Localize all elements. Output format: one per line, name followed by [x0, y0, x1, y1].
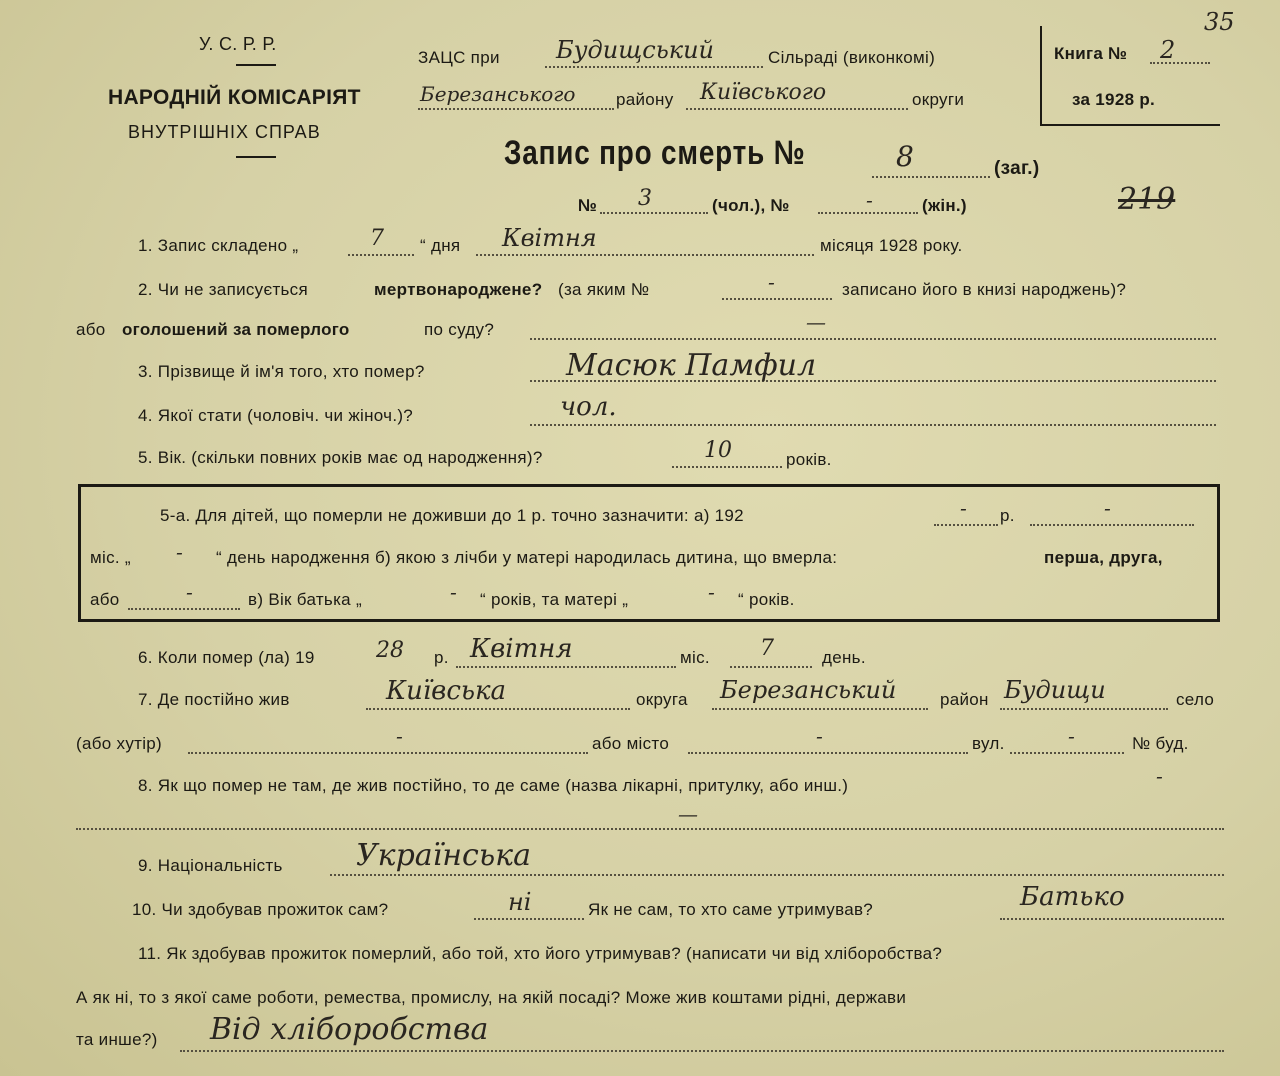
fill-line — [76, 828, 1224, 830]
q7-prefix: 7. Де постійно жив — [138, 690, 290, 709]
q8-value2: — — [678, 802, 698, 826]
q6-year: 28 — [376, 638, 404, 663]
fill-line — [476, 254, 814, 256]
record-number: 8 — [896, 140, 914, 173]
fill-line — [188, 752, 588, 754]
q2-suffix: записано його в книзі народжень)? — [842, 280, 1127, 299]
q2-value: - — [768, 270, 775, 294]
q5a-line2-bold: перша, друга, — [1044, 548, 1163, 567]
q10-mid: Як не сам, то хто саме утримував? — [588, 900, 874, 919]
fill-line — [712, 708, 928, 710]
fill-line — [1150, 62, 1210, 64]
district-label: району — [616, 90, 674, 109]
q1-prefix: 1. Запис складено „ — [138, 236, 299, 255]
fill-line — [545, 66, 763, 68]
q8-label: 8. Як що помер не там, де жив постійно, то де саме (назва лікарні, притулку, або инш.) — [138, 776, 849, 795]
fill-line — [180, 1050, 1224, 1052]
q2-bold2: оголошений за померлого — [122, 320, 350, 339]
book-box — [1040, 26, 1220, 126]
female-label: (жін.) — [922, 196, 967, 215]
fill-line — [474, 918, 584, 920]
q2-line2-mid: по суду? — [424, 320, 495, 339]
q11-line2: А як ні, то з якої саме роботи, ремества, промислу, на якій посаді? Може жив коштами рідні, держави — [76, 988, 907, 1007]
fill-line — [530, 424, 1216, 426]
q7-line2-vul: вул. — [972, 734, 1005, 753]
q7-line2-v2: - — [816, 724, 823, 748]
q6-month: Квітня — [470, 634, 573, 664]
q2-bold1: мертвонароджене? — [374, 280, 543, 299]
q10-prefix: 10. Чи здобував прожиток сам? — [132, 900, 389, 919]
fill-line — [348, 254, 414, 256]
fill-line — [530, 338, 1216, 340]
q5a-line3-mid2: “ років, та матері „ — [480, 590, 629, 609]
q9-value: Українська — [356, 838, 531, 873]
q11-line1: 11. Як здобував прожиток померлий, або той, хто його утримував? (написати чи від хліборобства? — [138, 944, 943, 963]
q6-r: р. — [434, 648, 449, 667]
divider — [236, 64, 276, 66]
zags-prefix: ЗАЦС при — [418, 48, 500, 67]
q10-value2: Батько — [1020, 882, 1125, 912]
q11-value: Від хліборобства — [210, 1012, 489, 1047]
country-label: У. С. Р. Р. — [199, 34, 277, 54]
q5a-line2-mid: “ день народження б) якою з лічби у матері народилась дитина, що вмерла: — [216, 548, 838, 567]
fill-line — [418, 108, 614, 110]
q5a-line1: 5-а. Для дітей, що померли не доживши до 1 р. точно зазначити: а) 192 — [160, 506, 744, 525]
q6-suffix: день. — [822, 648, 866, 667]
fill-line — [688, 752, 968, 754]
q7-selo-label: село — [1176, 690, 1215, 709]
commissariat-title: НАРОДНІЙ КОМІСАРІЯТ — [108, 86, 361, 109]
q6-day: 7 — [760, 636, 774, 661]
q2-line2-value: — — [806, 310, 826, 334]
q4-value: чол. — [560, 392, 617, 422]
q5a-line1-v2: - — [1104, 496, 1111, 520]
q5a-line1-v1: - — [960, 496, 967, 520]
fill-line — [722, 298, 832, 300]
female-number: - — [866, 188, 873, 212]
fill-line — [1000, 708, 1168, 710]
q1-suffix: місяця 1928 року. — [820, 236, 963, 255]
book-year: за 1928 р. — [1072, 90, 1156, 109]
okrug-name: Київського — [700, 80, 827, 105]
record-suffix: (заг.) — [994, 158, 1040, 179]
q2-prefix: 2. Чи не записується — [138, 280, 308, 299]
fill-line — [366, 708, 630, 710]
q5a-line3-v: - — [186, 580, 193, 604]
q7-line2-bud: № буд. — [1132, 734, 1189, 753]
fill-line — [128, 608, 240, 610]
q4-label: 4. Якої стати (чоловіч. чи жіноч.)? — [138, 406, 414, 425]
male-label: (чол.), № — [712, 196, 790, 215]
no-label: № — [578, 196, 598, 215]
q1-day: 7 — [370, 226, 384, 251]
village-suffix: Сільраді (виконкомі) — [768, 48, 936, 67]
divider — [236, 156, 276, 158]
fill-line — [1030, 524, 1194, 526]
page-title: Запис про смерть № — [504, 134, 806, 172]
q5-value: 10 — [704, 438, 732, 463]
q2-mid: (за яким № — [558, 280, 650, 299]
fill-line — [818, 212, 918, 214]
q3-value: Масюк Памфил — [566, 348, 817, 383]
book-corner-number: 35 — [1204, 8, 1235, 36]
q2-line2-prefix: або — [76, 320, 106, 339]
q5a-line3-mid: в) Вік батька „ — [248, 590, 362, 609]
q7-line2-prefix: (або хутір) — [76, 734, 163, 753]
q7-rayon-label: район — [940, 690, 989, 709]
q8-value: - — [1156, 764, 1163, 788]
district-name: Березанського — [420, 82, 576, 106]
commissariat-subtitle: ВНУТРІШНІХ СПРАВ — [128, 122, 321, 142]
q6-prefix: 6. Коли помер (ла) 19 — [138, 648, 315, 667]
fill-line — [686, 108, 908, 110]
book-number: 2 — [1160, 36, 1176, 64]
q5a-line3-v2: - — [450, 580, 457, 604]
q11-line3-prefix: та инше?) — [76, 1030, 158, 1049]
q3-label: 3. Прізвище й ім'я того, хто помер? — [138, 362, 425, 381]
q5a-line2-prefix: міс. „ — [90, 548, 131, 567]
q5a-line2-v: - — [176, 540, 183, 564]
fill-line — [330, 874, 1224, 876]
q7-line2-misto: або місто — [592, 734, 670, 753]
fill-line — [1010, 752, 1124, 754]
q7-rayon: Березанський — [720, 676, 897, 704]
fill-line — [1000, 918, 1224, 920]
q7-line2-v3: - — [1068, 724, 1075, 748]
crossed-number: 219 — [1118, 182, 1176, 217]
q5a-line3-prefix: або — [90, 590, 120, 609]
q6-mis: міс. — [680, 648, 710, 667]
q5-suffix: років. — [786, 450, 832, 469]
fill-line — [672, 466, 782, 468]
village-name: Будищський — [556, 36, 715, 64]
q1-mid: “ дня — [420, 236, 461, 255]
fill-line — [934, 524, 998, 526]
q7-okrug-label: округа — [636, 690, 688, 709]
male-number: 3 — [638, 186, 652, 211]
q5a-line3-v3: - — [708, 580, 715, 604]
q9-label: 9. Національність — [138, 856, 283, 875]
fill-line — [872, 176, 990, 178]
q5a-line1-r: р. — [1000, 506, 1015, 525]
q7-line2-v1: - — [396, 724, 403, 748]
q7-selo: Будищи — [1004, 676, 1106, 704]
okrug-label: округи — [912, 90, 965, 109]
q1-month: Квітня — [502, 224, 597, 252]
q7-okrug: Київська — [386, 676, 507, 706]
fill-line — [730, 666, 812, 668]
q10-value: ні — [508, 888, 532, 916]
q5-label: 5. Вік. (скільки повних років має од народження)? — [138, 448, 543, 467]
fill-line — [600, 212, 708, 214]
q5a-line3-suffix: “ років. — [738, 590, 795, 609]
fill-line — [456, 666, 676, 668]
book-label: Книга № — [1054, 44, 1128, 63]
